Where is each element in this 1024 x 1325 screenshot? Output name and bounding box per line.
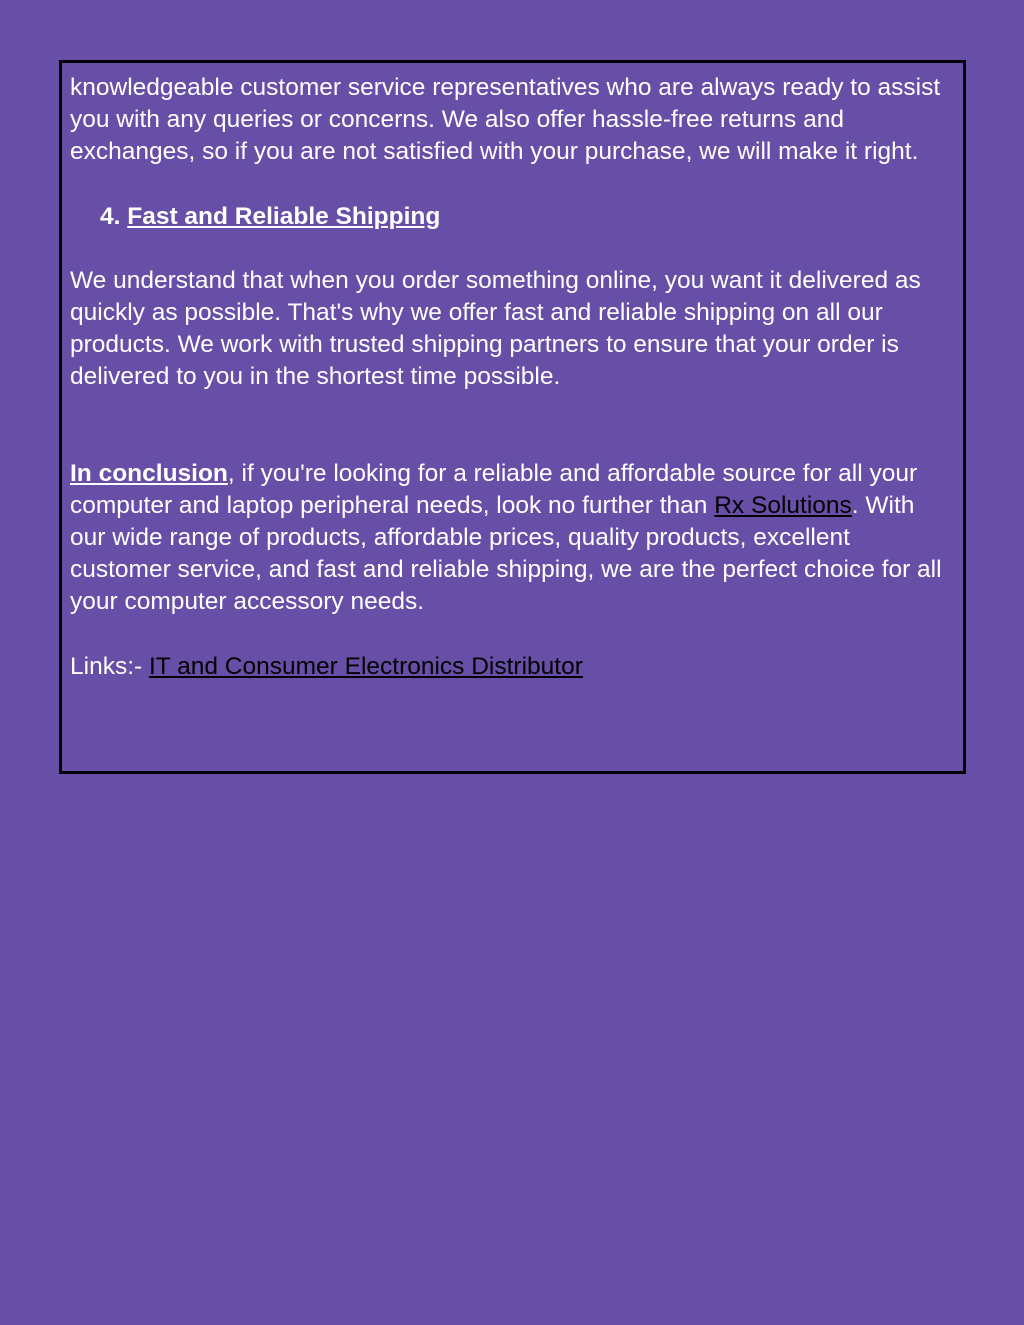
section-number: 4. bbox=[100, 202, 121, 230]
paragraph-shipping: We understand that when you order something online, you want it delivered as quickly as possible. That's why we offer fast and reliable shipping on all our products. We work with trusted shipping partners to ensure that your order is delivered to you in the shortest time possible. bbox=[70, 266, 921, 391]
distributor-link[interactable]: IT and Consumer Electronics Distributor bbox=[148, 652, 583, 680]
paragraph-links bbox=[70, 651, 955, 683]
conclusion-text-2: . With our wide range of products, affordable prices, quality products, excellent customer service, and fast and reliable shipping, we are the perfect choice for all your computer accessory needs. bbox=[70, 491, 942, 616]
paragraph-customer-service: knowledgeable customer service representatives who are always ready to assist you with any queries or concerns. We also offer hassle-free returns and exchanges, so if you are not satisfied with your purchase, we will make it right. bbox=[70, 74, 941, 166]
section-heading-shipping bbox=[70, 201, 955, 233]
links-label: Links:- bbox=[70, 652, 149, 680]
rx-solutions-link[interactable]: Rx Solutions bbox=[714, 491, 852, 519]
shipping-heading-link[interactable]: Fast and Reliable Shipping bbox=[127, 202, 441, 230]
content-box bbox=[59, 60, 966, 774]
paragraph-conclusion bbox=[70, 458, 955, 619]
conclusion-text-1: , if you're looking for a reliable and affordable source for all your computer and laptop peripheral needs, look no further than bbox=[70, 459, 918, 519]
in-conclusion-link[interactable]: In conclusion bbox=[70, 459, 228, 487]
